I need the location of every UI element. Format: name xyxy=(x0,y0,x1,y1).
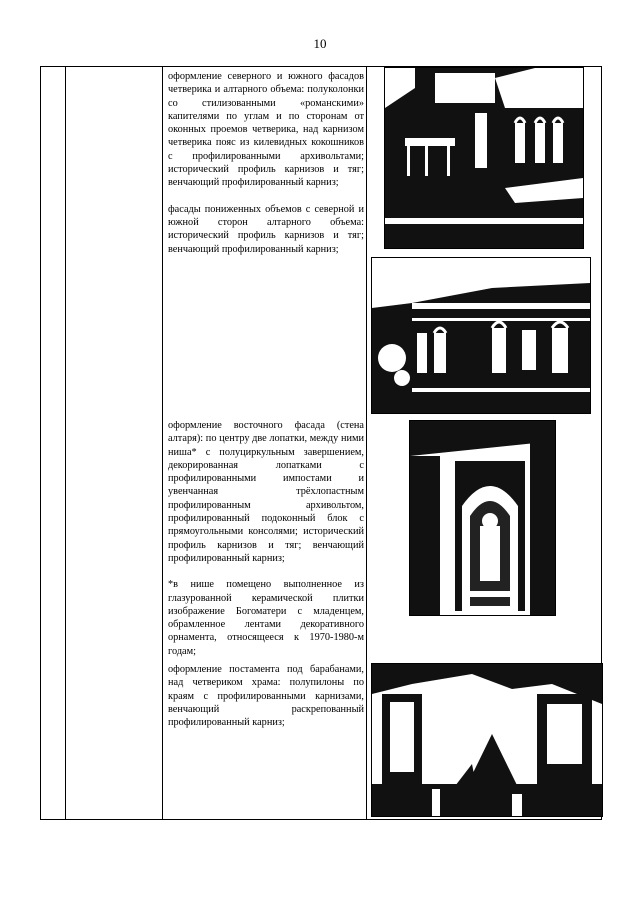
column-divider xyxy=(65,67,66,819)
description-cell xyxy=(168,70,364,256)
description-paragraph: оформление восточного фасада (стена алтаря): по центру две лопатки, между ними ниша* с полуциркульным завершением, декорированная лопатками с профилированными импостами и увенчанная трёхлопастным профилированным архивольтом, профилированный подоконный блок с прямоугольными консолями; исторический профиль карнизов и тяг; венчающий профилированный карниз; xyxy=(168,420,364,564)
church-drum-base-photo xyxy=(371,663,603,817)
column-divider xyxy=(162,67,163,819)
document-table xyxy=(40,66,602,820)
description-cell xyxy=(168,663,364,729)
description-paragraph: оформление постамента под барабанами, над четвериком храма: полупилоны по краям с профилированными карнизами, венчающий раскрепованный профилированный карниз; xyxy=(168,664,364,729)
column-divider xyxy=(366,67,367,819)
church-facade-north-photo xyxy=(384,67,584,249)
church-lower-volume-photo xyxy=(371,257,591,414)
description-cell xyxy=(168,419,364,658)
church-apse-niche-photo xyxy=(409,420,556,616)
description-paragraph: оформление северного и южного фасадов четверика и алтарного объема: полуколонки со стилизованными «романскими» капителями по углам и по сторонам от оконных проемов четверика, над карнизом четверика пояс из килевидных кокошников с профилированными архивольтами; исторический профиль карнизов и тяг; венчающий профилированный карниз; xyxy=(168,71,364,189)
description-paragraph: *в нише помещено выполненное из глазурованной керамической плитки изображение Богоматери с младенцем, обрамленное лентами декоративного орнамента, относящееся к 1970-1980-м годам; xyxy=(168,579,364,657)
page-number: 10 xyxy=(313,36,327,51)
description-paragraph: фасады пониженных объемов с северной и южной сторон алтарного объема: исторический профиль карнизов и тяг; венчающий профилированный карниз; xyxy=(168,203,364,255)
